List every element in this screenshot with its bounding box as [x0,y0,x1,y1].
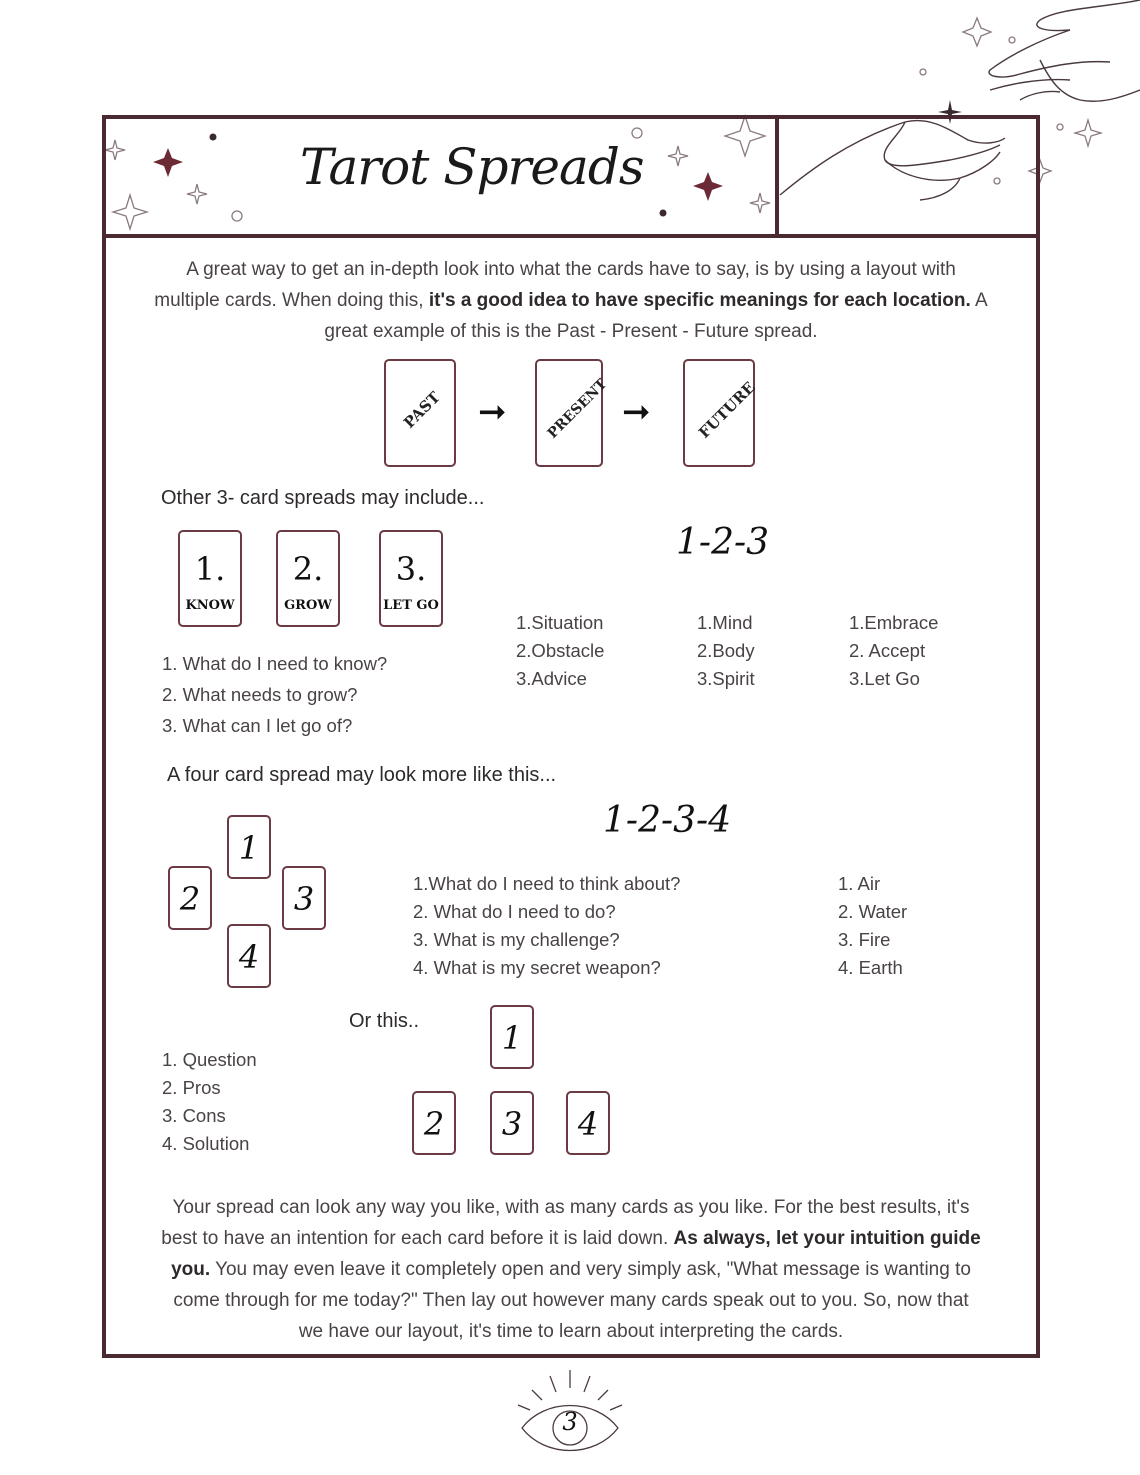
header-divider [102,234,1040,238]
elements-list [838,870,907,982]
mind-body-list [697,609,755,693]
list-item: 2. What needs to grow? [162,684,358,705]
outro-paragraph [112,1192,1030,1347]
card-number: 1 [501,1019,523,1057]
embrace-list [849,609,938,693]
list-item: 1.Mind [697,612,753,633]
dot-icon [1009,37,1015,43]
list-item: 3.Let Go [849,668,920,689]
tarot-card-know [178,530,242,627]
list-item: 3. Cons [162,1105,226,1126]
tarot-card-grow [276,530,340,627]
header-vertical-divider [775,115,779,238]
page-number: 3 [562,1408,578,1436]
list-item: 1.Embrace [849,612,939,633]
list-item: 1. What do I need to know? [162,653,388,674]
tarot-card-1 [490,1005,534,1069]
tarot-card-let-go [379,530,443,627]
card-label: FUTURE [695,378,759,442]
outro-line: Your spread can look any way you like, with as many cards as you like. For the best results, it's [172,1197,970,1218]
intro-line: great example of this is the Past - Present - Future spread. [324,321,818,342]
list-item: 4. Solution [162,1133,250,1154]
tarot-card-1 [227,815,271,879]
list-item: 3.Advice [516,668,587,689]
tarot-card-4 [566,1091,610,1155]
intro-paragraph [120,254,1022,347]
four-card-heading: A four card spread may look more like this... [167,764,557,786]
list-item: 2.Body [697,640,755,661]
list-item: 3. What is my challenge? [413,929,620,950]
tarot-card-2 [168,866,212,930]
arrow-right-icon: ➞ [478,392,507,432]
three-card-label: 1-2-3 [676,522,770,563]
card-number: 1. [194,550,226,588]
card-number: 4 [577,1105,599,1143]
list-item: 1.What do I need to think about? [413,873,681,894]
card-number: 2 [423,1105,445,1143]
card-label: PRESENT [544,376,611,442]
page-title: Tarot Spreads [300,138,644,196]
list-item: 2. Water [838,901,908,922]
list-item: 4. Earth [838,957,903,978]
card-number: 3 [293,880,315,918]
card-number: 4 [238,938,260,976]
card-label: PAST [400,388,444,432]
card-label: KNOW [185,598,235,613]
outro-line: we have our layout, it's time to learn about interpreting the cards. [298,1321,844,1342]
dot-icon [920,69,926,75]
three-card-questions [162,648,387,741]
tarot-card-present [535,359,611,467]
card-number: 2. [292,550,324,588]
list-item: 2. Accept [849,640,926,661]
three-card-heading: Other 3- card spreads may include... [161,487,485,509]
sparkle-icon [1075,120,1101,146]
tarot-card-future [683,359,759,467]
tarot-card-4 [227,924,271,988]
list-item: 1. Question [162,1049,257,1070]
tarot-card-past [384,359,456,467]
alt-spread-heading: Or this.. [349,1010,420,1032]
outro-line: you. You may even leave it completely open and very simply ask, "What message is wanting to [171,1259,971,1280]
intro-line: multiple cards. When doing this, it's a good idea to have specific meanings for each location. A [154,290,988,311]
list-item: 1.Situation [516,612,604,633]
list-item: 3.Spirit [697,668,755,689]
card-label: LET GO [383,598,439,613]
card-number: 1 [238,829,260,867]
alt-spread-list [162,1046,257,1158]
card-number: 3 [501,1105,523,1143]
four-card-questions [413,870,680,982]
arrow-right-icon: ➞ [622,392,651,432]
outro-line: come through for me today?" Then lay out however many cards speak out to you. So, now that [173,1290,969,1311]
list-item: 3. Fire [838,929,891,950]
list-item: 2. Pros [162,1077,221,1098]
sparkle-icon [963,18,991,46]
tarot-card-2 [412,1091,456,1155]
outro-line: best to have an intention for each card before it is laid down. As always, let your intuition guide [161,1228,981,1249]
tarot-card-3 [282,866,326,930]
list-item: 4. What is my secret weapon? [413,957,661,978]
situation-list [516,609,604,693]
list-item: 1. Air [838,873,881,894]
tarot-card-3 [490,1091,534,1155]
card-label: GROW [284,598,332,613]
dot-icon [1057,124,1063,130]
list-item: 3. What can I let go of? [162,715,353,736]
card-number: 3. [395,550,427,588]
card-number: 2 [179,880,201,918]
list-item: 2.Obstacle [516,640,605,661]
intro-line: A great way to get an in-depth look into what the cards have to say, is by using a layout with [186,259,956,280]
list-item: 2. What do I need to do? [413,901,616,922]
four-card-label: 1-2-3-4 [603,800,732,841]
